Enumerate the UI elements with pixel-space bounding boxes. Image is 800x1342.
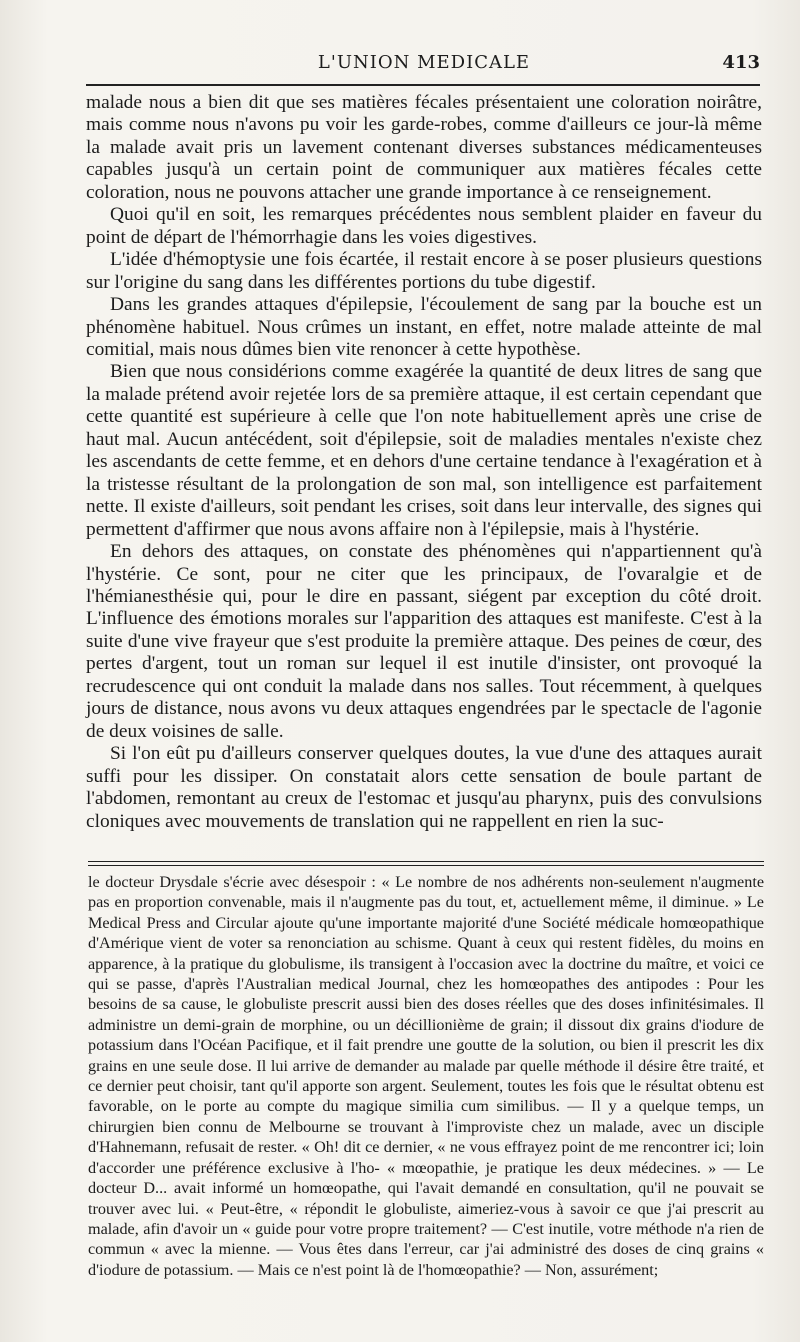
main-text [86,92,762,833]
header-rule [86,84,760,86]
paragraph: Si l'on eût pu d'ailleurs conserver quelques doutes, la vue d'une des attaques aurait suffi pour les dissiper. On constatait alors cette sensation de boule partant de l'abdomen, remontant au creux de l'estomac et jusqu'au pharynx, puis des convulsions cloniques avec mouvements de translation qui ne rappellent en rien la suc- [86,743,762,832]
footnote-rule [88,861,764,866]
paragraph: Dans les grandes attaques d'épilepsie, l'écoulement de sang par la bouche est un phénomène habituel. Nous crûmes un instant, en effet, notre malade atteinte de mal comitial, mais nous dûmes bien vite renoncer à cette hypothèse. [86,294,762,360]
paragraph: En dehors des attaques, on constate des phénomènes qui n'appartiennent qu'à l'hystérie. Ce sont, pour ne citer que les principaux, de l'ovaralgie et de l'hémianesthésie qui, pour le dire en passant, siégent par exception du côté droit. L'influence des émotions morales sur l'apparition des attaques est manifeste. C'est à la suite d'une vive frayeur que s'est produite la première attaque. Des peines de cœur, des pertes d'argent, tout un roman sur lequel il est inutile d'insister, ont provoqué la recrudescence qui ont conduit la malade dans nos salles. Tout récemment, à quelques jours de distance, nous avons vu deux attaques engendrées par le spectacle de l'agonie de deux voisines de salle. [86,541,762,742]
paragraph: Quoi qu'il en soit, les remarques précédentes nous semblent plaider en faveur du point de départ de l'hémorrhagie dans les voies digestives. [86,204,762,248]
running-title: L'UNION MEDICALE [317,52,531,73]
footnote [88,872,764,1280]
page-header [88,50,760,80]
paragraph: Bien que nous considérions comme exagérée la quantité de deux litres de sang que la malade prétend avoir rejetée lors de sa première attaque, il est certain cependant que cette quantité est supérieure à celle que l'on note habituellement après une crise de haut mal. Aucun antécédent, soit d'épilepsie, soit de maladies mentales n'existe chez les ascendants de cette femme, et en dehors d'une certaine tendance à l'exagération et à la tristesse résultant de la prolongation de son mal, son intelligence est parfaitement nette. Il existe d'ailleurs, soit pendant les crises, soit dans leur intervalle, des signes qui permettent d'affirmer que nous avons affaire non à l'épilepsie, mais à l'hystérie. [86,361,762,540]
paragraph: L'idée d'hémoptysie une fois écartée, il restait encore à se poser plusieurs questions sur l'origine du sang dans les différentes portions du tube digestif. [86,249,762,293]
paragraph: malade nous a bien dit que ses matières fécales présentaient une coloration noirâtre, mais comme nous n'avons pu voir les garde-robes, comme d'ailleurs ce jour-là même la malade avait pris un lavement contenant diverses substances médicamenteuses capables jusqu'à un certain point de communiquer aux matières fécales cette coloration, nous ne pouvons attacher une grande importance à ce renseignement. [86,92,762,203]
page-number: 413 [722,52,760,73]
footnote-text: le docteur Drysdale s'écrie avec désespoir : « Le nombre de nos adhérents non-seulement n'augmente pas en proportion convenable, mais il n'augmente pas du tout, et, actuellement même, il diminue. » Le Medical Press and Circular ajoute qu'une importante majorité d'une Société médicale homœopathique d'Amérique vient de voter sa renonciation au schisme. Quant à ceux qui restent fidèles, du moins en apparence, à la pratique du globulisme, ils transigent à l'occasion avec la doctrine du maître, et voici ce qui se passe, d'après l'Australian medical Journal, chez les homœopathes des antipodes : Pour les besoins de sa cause, le globuliste prescrit aussi bien des doses réelles que des doses infinitésimales. Il administre un demi-grain de morphine, ou un décillionième de grain; il dissout dix grains d'iodure de potassium dans l'Océan Pacifique, et il fait prendre une goutte de la solution, ou bien il prescrit les dix grains en une seule dose. Il lui arrive de demander au malade par quelle méthode il désire être traité, et ce dernier peut choisir, tant qu'il apporte son argent. Seulement, toutes les fois que le résultat obtenu est favorable, on le porte au compte du magique similia cum similibus. — Il y a quelque temps, un chirurgien bien connu de Melbourne se trouvant à l'improviste chez un malade, avec un disciple d'Hahnemann, refusait de rester. « Oh! dit ce dernier, « ne vous effrayez point de me rencontrer ici; loin d'accorder une préférence exclusive à l'ho- « mœopathie, je pratique les deux médecines. » — Le docteur D... avait informé un homœopathe, qui l'avait demandé en consultation, qu'il ne pouvait se trouver avec lui. « Peut-être, « répondit le globuliste, aimeriez-vous à savoir ce que j'ai prescrit au malade, afin d'avoir un « guide pour votre propre traitement? — C'est inutile, votre méthode n'a rien de commun « avec la mienne. — Vous êtes dans l'erreur, car j'ai administré des doses de cinq grains « d'iodure de potassium. — Mais ce n'est point là de l'homœopathie? — Non, assurément; [88,873,764,1279]
